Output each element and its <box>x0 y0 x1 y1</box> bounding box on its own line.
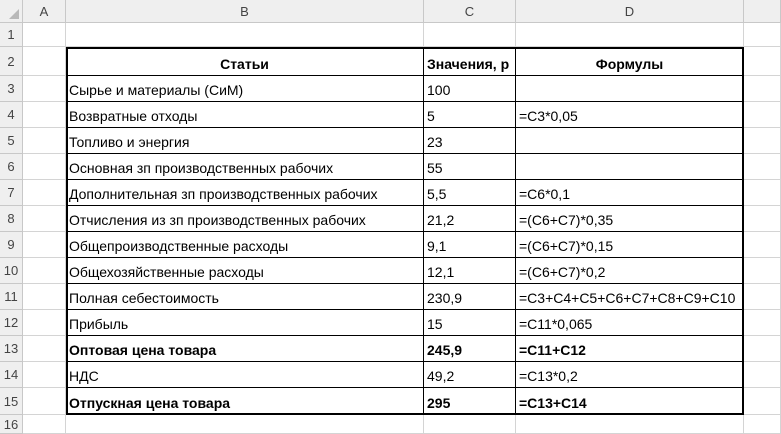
item-value[interactable]: 295 <box>424 388 516 415</box>
cell[interactable] <box>744 310 781 336</box>
item-formula[interactable]: =C3+C4+C5+C6+C7+C8+C9+C10 <box>516 284 744 310</box>
table-row <box>0 102 781 128</box>
table-row <box>0 284 781 310</box>
table-row <box>0 180 781 206</box>
table-row <box>0 76 781 102</box>
item-value[interactable]: 12,1 <box>424 258 516 284</box>
cell[interactable] <box>744 284 781 310</box>
item-formula[interactable]: =(C6+C7)*0,15 <box>516 232 744 258</box>
table-row <box>0 206 781 232</box>
cell[interactable] <box>23 76 66 102</box>
row-header[interactable]: 8 <box>0 206 23 232</box>
cell[interactable] <box>424 415 516 434</box>
select-all-corner[interactable] <box>0 0 23 23</box>
item-value[interactable]: 5,5 <box>424 180 516 206</box>
item-value[interactable]: 55 <box>424 154 516 180</box>
cell[interactable] <box>23 128 66 154</box>
table-row <box>0 336 781 362</box>
item-value[interactable]: 21,2 <box>424 206 516 232</box>
cell[interactable] <box>23 23 66 47</box>
item-label[interactable]: Оптовая цена товара <box>66 336 424 362</box>
item-formula[interactable]: =C13+C14 <box>516 388 744 415</box>
cell[interactable] <box>23 362 66 388</box>
column-header-d[interactable]: D <box>516 0 744 23</box>
table-row <box>0 128 781 154</box>
cell[interactable] <box>516 415 744 434</box>
table-row <box>0 388 781 415</box>
item-formula[interactable]: =C3*0,05 <box>516 102 744 128</box>
sheet-row-16 <box>0 415 781 434</box>
cell[interactable] <box>744 388 781 415</box>
row-header[interactable]: 6 <box>0 154 23 180</box>
cell[interactable] <box>66 415 424 434</box>
item-formula[interactable] <box>516 154 744 180</box>
cell[interactable] <box>23 232 66 258</box>
row-header[interactable]: 13 <box>0 336 23 362</box>
item-formula[interactable]: =(C6+C7)*0,35 <box>516 206 744 232</box>
column-header-row <box>0 0 781 23</box>
item-formula[interactable] <box>516 128 744 154</box>
cell[interactable] <box>23 102 66 128</box>
item-value[interactable]: 23 <box>424 128 516 154</box>
row-header[interactable]: 7 <box>0 180 23 206</box>
row-header[interactable]: 1 <box>0 23 23 47</box>
row-header[interactable]: 2 <box>0 47 23 76</box>
item-label[interactable]: Прибыль <box>66 310 424 336</box>
cell[interactable] <box>744 180 781 206</box>
item-label[interactable]: Сырье и материалы (СиМ) <box>66 76 424 102</box>
item-value[interactable]: 5 <box>424 102 516 128</box>
cell[interactable] <box>23 336 66 362</box>
cell[interactable] <box>744 336 781 362</box>
cell[interactable] <box>23 415 66 434</box>
item-label[interactable]: Возвратные отходы <box>66 102 424 128</box>
item-label[interactable]: Основная зп производственных рабочих <box>66 154 424 180</box>
cell[interactable] <box>744 415 781 434</box>
row-header[interactable]: 4 <box>0 102 23 128</box>
cell[interactable] <box>516 23 744 47</box>
row-header[interactable]: 10 <box>0 258 23 284</box>
item-value[interactable]: 245,9 <box>424 336 516 362</box>
column-header-c[interactable]: C <box>424 0 516 23</box>
item-formula[interactable]: =(C6+C7)*0,2 <box>516 258 744 284</box>
cell[interactable] <box>744 23 781 47</box>
item-formula[interactable]: =C6*0,1 <box>516 180 744 206</box>
row-header[interactable]: 12 <box>0 310 23 336</box>
cell[interactable] <box>744 76 781 102</box>
item-formula[interactable]: =C11+C12 <box>516 336 744 362</box>
cell[interactable] <box>23 388 66 415</box>
row-header[interactable]: 14 <box>0 362 23 388</box>
cell[interactable] <box>744 232 781 258</box>
item-label[interactable]: Полная себестоимость <box>66 284 424 310</box>
cell[interactable] <box>744 206 781 232</box>
row-header[interactable]: 11 <box>0 284 23 310</box>
cell[interactable] <box>744 102 781 128</box>
cell[interactable] <box>744 258 781 284</box>
item-value[interactable]: 9,1 <box>424 232 516 258</box>
cell[interactable] <box>23 258 66 284</box>
cell[interactable] <box>744 128 781 154</box>
header-values[interactable]: Значения, р <box>424 47 516 76</box>
item-value[interactable]: 100 <box>424 76 516 102</box>
cell[interactable] <box>23 310 66 336</box>
row-header[interactable]: 5 <box>0 128 23 154</box>
item-value[interactable]: 15 <box>424 310 516 336</box>
row-header[interactable]: 3 <box>0 76 23 102</box>
table-row <box>0 232 781 258</box>
table-header-row <box>0 47 781 76</box>
table-row <box>0 258 781 284</box>
cell[interactable] <box>744 47 781 76</box>
cell[interactable] <box>23 206 66 232</box>
row-header[interactable]: 9 <box>0 232 23 258</box>
table-row <box>0 362 781 388</box>
cell[interactable] <box>23 180 66 206</box>
column-header-a[interactable]: A <box>23 0 66 23</box>
cell[interactable] <box>23 47 66 76</box>
item-label[interactable]: Общепроизводственные расходы <box>66 232 424 258</box>
item-label[interactable]: Дополнительная зп производственных рабочих <box>66 180 424 206</box>
header-formulas[interactable]: Формулы <box>516 47 744 76</box>
cell[interactable] <box>744 362 781 388</box>
column-header-e[interactable] <box>744 0 781 23</box>
table-row <box>0 310 781 336</box>
item-label[interactable]: Отчисления из зп производственных рабочих <box>66 206 424 232</box>
item-formula[interactable] <box>516 76 744 102</box>
cell[interactable] <box>424 23 516 47</box>
item-label[interactable]: Отпускная цена товара <box>66 388 424 415</box>
cell[interactable] <box>23 154 66 180</box>
item-formula[interactable]: =C13*0,2 <box>516 362 744 388</box>
sheet-row-1 <box>0 23 781 47</box>
column-header-b[interactable]: B <box>66 0 424 23</box>
cell[interactable] <box>744 154 781 180</box>
item-label[interactable]: Общехозяйственные расходы <box>66 258 424 284</box>
cell[interactable] <box>66 23 424 47</box>
cell[interactable] <box>23 284 66 310</box>
header-statyi[interactable]: Статьи <box>66 47 424 76</box>
table-row <box>0 154 781 180</box>
item-value[interactable]: 49,2 <box>424 362 516 388</box>
item-label[interactable]: НДС <box>66 362 424 388</box>
row-header[interactable]: 16 <box>0 415 23 434</box>
item-formula[interactable]: =C11*0,065 <box>516 310 744 336</box>
row-header[interactable]: 15 <box>0 388 23 415</box>
item-value[interactable]: 230,9 <box>424 284 516 310</box>
item-label[interactable]: Топливо и энергия <box>66 128 424 154</box>
